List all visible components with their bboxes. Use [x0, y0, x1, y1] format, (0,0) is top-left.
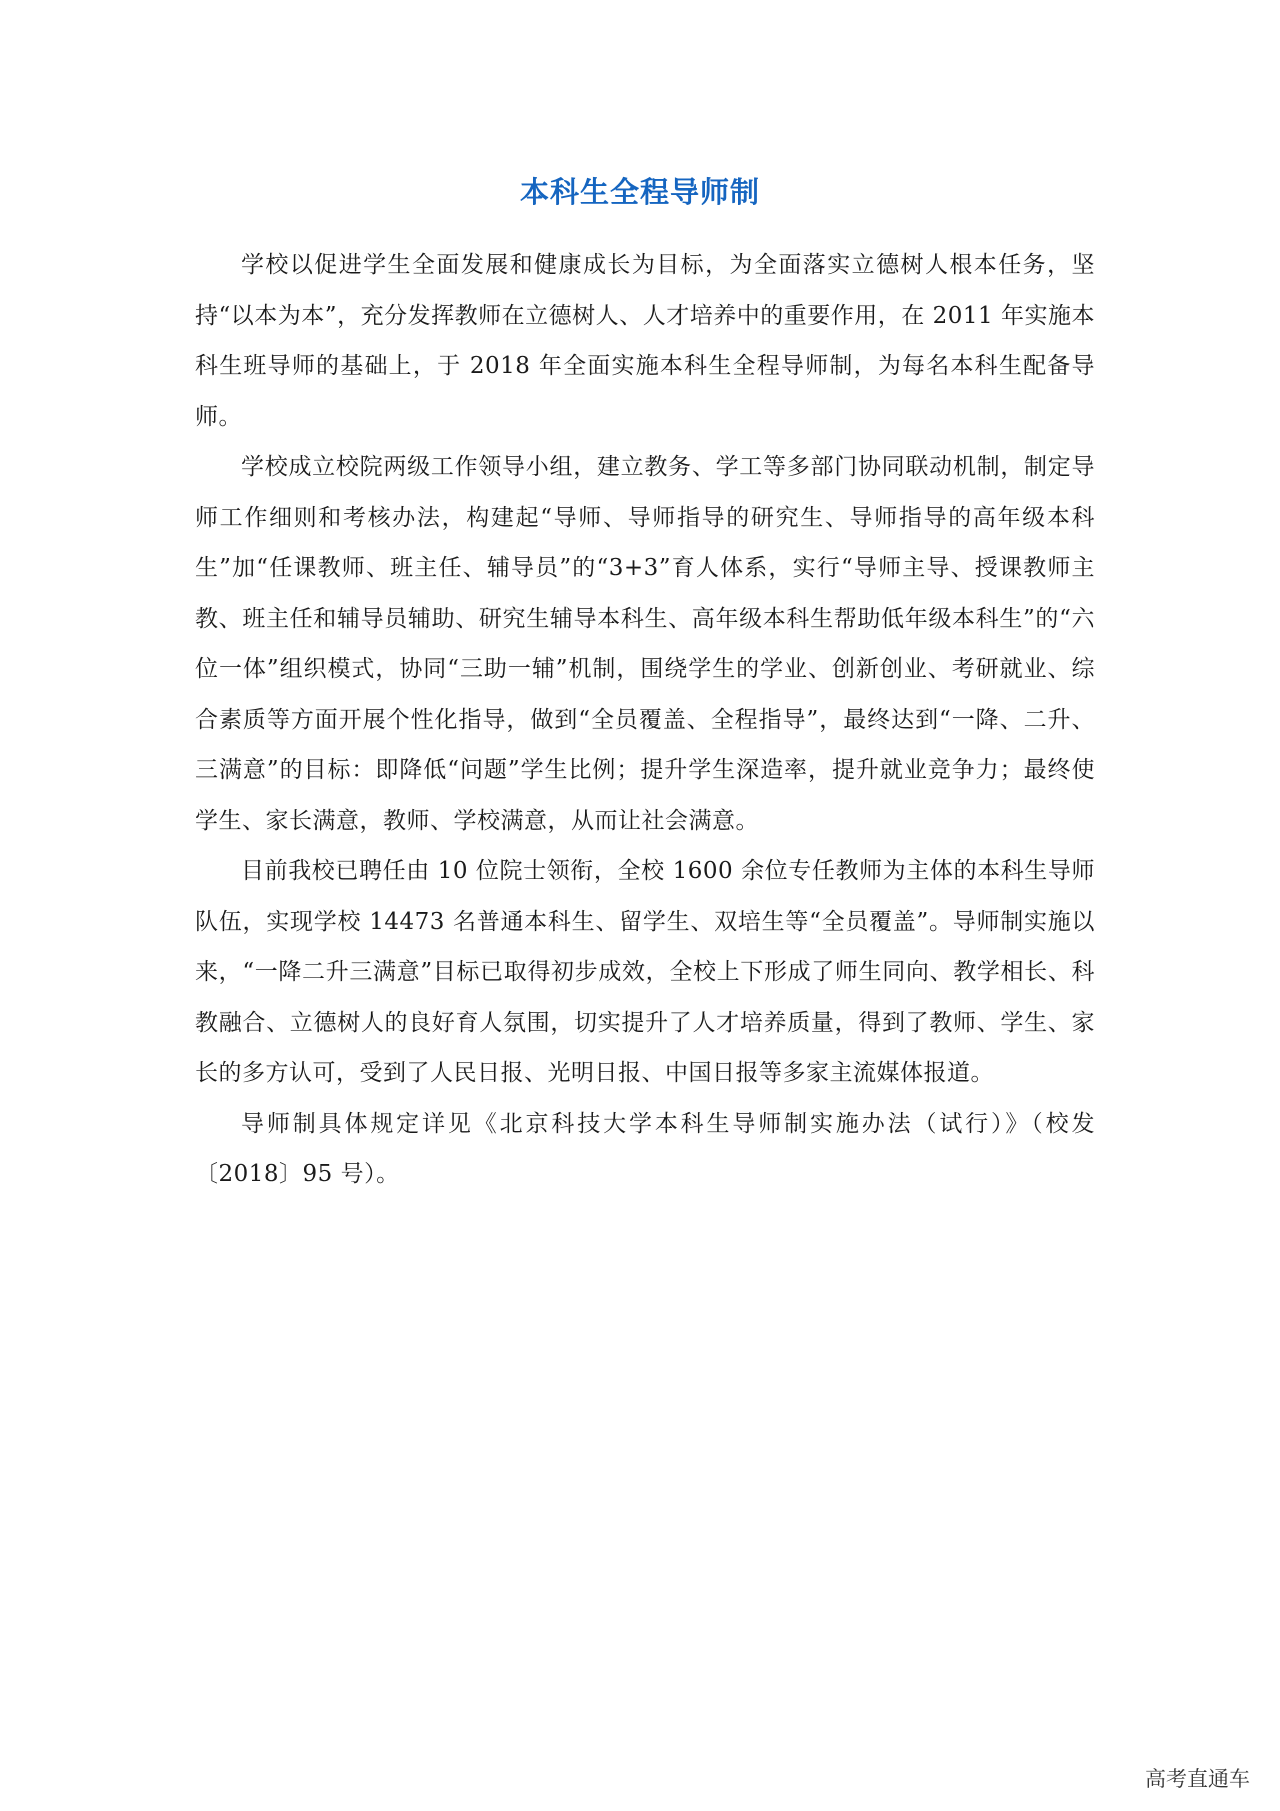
document-body [195, 240, 1095, 1200]
paragraph-2: 学校成立校院两级工作领导小组，建立教务、学工等多部门协同联动机制，制定导师工作细则和考核办法，构建起“导师、导师指导的研究生、导师指导的高年级本科生”加“任课教师、班主任、辅导员”的“3+3”育人体系，实行“导师主导、授课教师主教、班主任和辅导员辅助、研究生辅导本科生、高年级本科生帮助低年级本科生”的“六位一体”组织模式，协同“三助一辅”机制，围绕学生的学业、创新创业、考研就业、综合素质等方面开展个性化指导，做到“全员覆盖、全程指导”，最终达到“一降、二升、三满意”的目标：即降低“问题”学生比例；提升学生深造率，提升就业竞争力；最终使学生、家长满意，教师、学校满意，从而让社会满意。 [195, 454, 1095, 834]
paragraph-3: 目前我校已聘任由 10 位院士领衔，全校 1600 余位专任教师为主体的本科生导师队伍，实现学校 14473 名普通本科生、留学生、双培生等“全员覆盖”。导师制实施以来，“一降二升三满意”目标已取得初步成效，全校上下形成了师生同向、教学相长、科教融合、立德树人的良好育人氛围，切实提升了人才培养质量，得到了教师、学生、家长的多方认可，受到了人民日报、光明日报、中国日报等多家主流媒体报道。 [195, 858, 1095, 1086]
watermark-label: 高考直通车 [1145, 1767, 1250, 1791]
paragraph-4: 导师制具体规定详见《北京科技大学本科生导师制实施办法（试行）》（校发〔2018〕95 号）。 [195, 1110, 1095, 1187]
document-title: 本科生全程导师制 [519, 175, 760, 209]
paragraph-1: 学校以促进学生全面发展和健康成长为目标，为全面落实立德树人根本任务，坚持“以本为本”，充分发挥教师在立德树人、人才培养中的重要作用，在 2011 年实施本科生班导师的基础上，于 2018 年全面实施本科生全程导师制，为每名本科生配备导师。 [195, 252, 1095, 430]
